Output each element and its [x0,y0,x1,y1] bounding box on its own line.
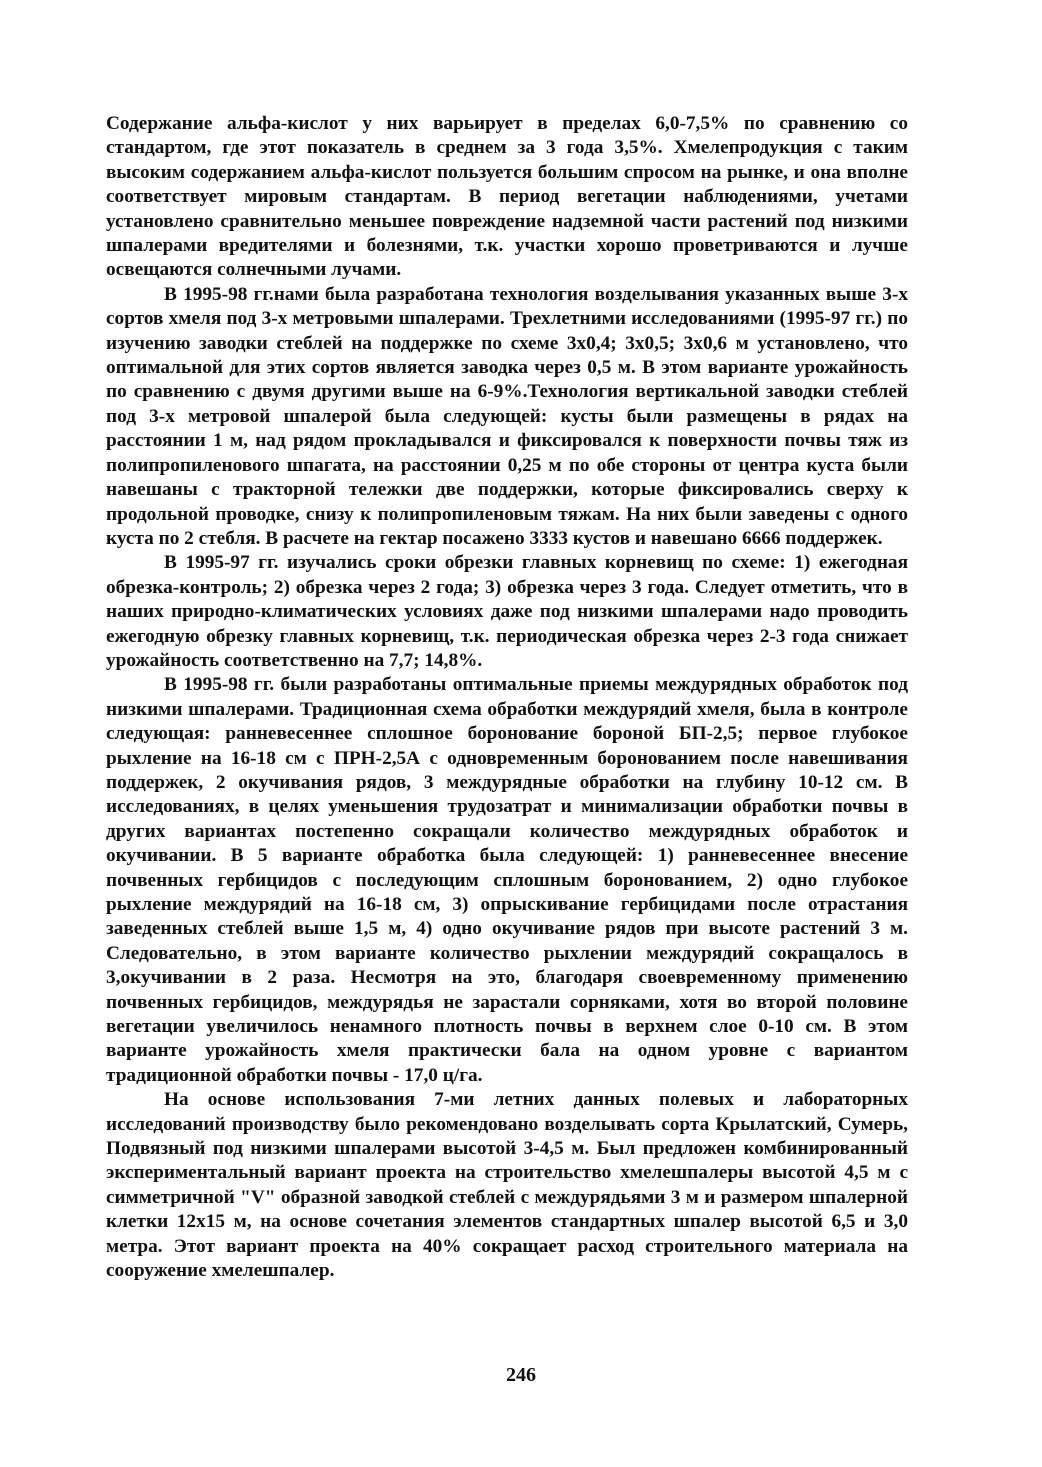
document-body [106,112,908,1284]
paragraph-interrow-treatment: В 1995-98 гг. были разработаны оптимальные приемы междурядных обработок под низкими шпалерами. Традиционная схема обработки междурядий хмеля, была в контроле следующая: ранневесеннее сплошное боронование бороной БП-2,5; первое глубокое рыхление на 16-18 см с ПРН-2,5А с одновременным боронованием после навешивания поддержек, 2 окучивания рядов, 3 междурядные обработки на глубину 10-12 см. В исследованиях, в целях уменьшения трудозатрат и минимализации обработки почвы в других вариантах постепенно сокращали количество междурядных обработок и окучивании. В 5 варианте обработка была следующей: 1) ранневесеннее внесение почвенных гербицидов с последующим сплошным боронованием, 2) одно глубокое рыхление междурядий на 16-18 см, 3) опрыскивание гербицидами после отрастания заведенных стеблей выше 1,5 м, 4) одно окучивание рядов при высоте растений 3 м. Следовательно, в этом варианте количество рыхлении междурядий сокращалось в 3,окучивании в 2 раза. Несмотря на это, благодаря своевременному применению почвенных гербицидов, междурядья не зарастали сорняками, хотя во второй половине вегетации увеличилось ненамного плотность почвы в верхнем слое 0-10 см. В этом варианте урожайность хмеля практически бала на одном уровне с вариантом традиционной обработки почвы - 17,0 ц/га. [106,674,908,1086]
paragraph-cultivation-technology: В 1995-98 гг.нами была разработана технология возделывания указанных выше 3-х сортов хмеля под 3-х метровыми шпалерами. Трехлетними исследованиями (1995-97 гг.) по изучению заводки стеблей на поддержке по схеме 3х0,4; 3х0,5; 3х0,6 м установлено, что оптимальной для этих сортов является заводка через 0,5 м. В этом варианте урожайность по сравнению с двумя другими выше на 6-9%.Технология вертикальной заводки стеблей под 3-х метровой шпалерой была следующей: кусты были размещены в рядах на расстоянии 1 м, над рядом прокладывался и фиксировался к поверхности почвы тяж из полипропиленового шпагата, на расстоянии 0,25 м по обе стороны от центра куста были навешаны с тракторной тележки две поддержки, которые фиксировались сверху к продольной проводке, снизу к полипропиленовым тяжам. На них были заведены с одного куста по 2 стебля. В расчете на гектар посажено 3333 кустов и навешано 6666 поддержек. [106,283,908,549]
page-number: 246 [506,1364,536,1386]
paragraph-alpha-acids: Содержание альфа-кислот у них варьирует в пределах 6,0-7,5% по сравнению со стандартом, где этот показатель в среднем за 3 года 3,5%. Хмелепродукция с таким высоким содержанием альфа-кислот пользуется большим спросом на рынке, и она вполне соответствует мировым стандартам. В период вегетации наблюдениями, учетами установлено сравнительно меньшее повреждение надземной части растений под низкими шпалерами вредителями и болезнями, т.к. участки хорошо проветриваются и лучше освещаются солнечными лучами. [106,113,908,281]
paragraph-rhizome-pruning: В 1995-97 гг. изучались сроки обрезки главных корневищ по схеме: 1) ежегодная обрезка-контроль; 2) обрезка через 2 года; 3) обрезка через 3 года. Следует отметить, что в наших природно-климатических условиях даже под низкими шпалерами надо проводить ежегодную обрезку главных корневищ, т.к. периодическая обрезка через 2-3 года снижает урожайность соответственно на 7,7; 14,8%. [106,552,908,671]
paragraph-recommendations: На основе использования 7-ми летних данных полевых и лабораторных исследований производству было рекомендовано возделывать сорта Крылатский, Сумерь, Подвязный под низкими шпалерами высотой 3-4,5 м. Был предложен комбинированный экспериментальный вариант проекта на строительство хмелешпалеры высотой 4,5 м с симметричной "V" образной заводкой стеблей с междурядьями 3 м и размером шпалерной клетки 12х15 м, на основе сочетания элементов стандартных шпалер высотой 6,5 и 3,0 метра. Этот вариант проекта на 40% сокращает расход строительного материала на сооружение хмелешпалер. [106,1089,908,1282]
